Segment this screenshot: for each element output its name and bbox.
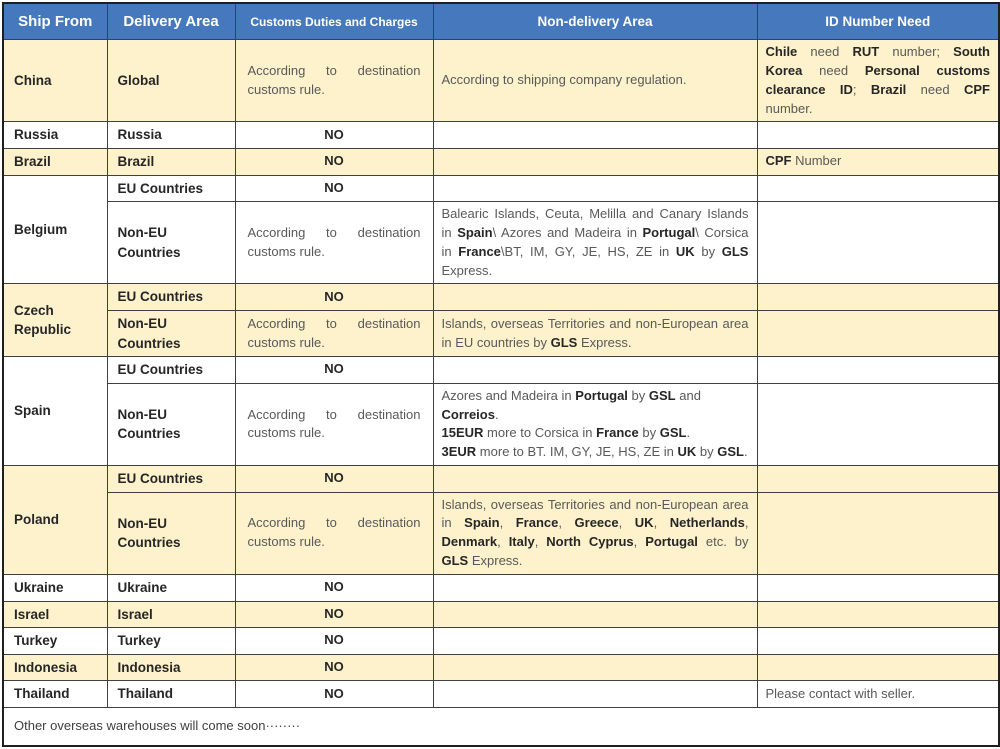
id-number-cell	[757, 575, 999, 602]
table-row	[3, 202, 999, 284]
delivery-area-cell: Brazil	[107, 148, 235, 175]
table-row	[3, 40, 999, 122]
table-footer	[3, 707, 999, 745]
ship-from-cell: Turkey	[3, 628, 107, 655]
customs-cell: According to destination customs rule.	[235, 202, 433, 284]
ship-from-cell: Poland	[3, 466, 107, 575]
customs-cell: According to destination customs rule.	[235, 40, 433, 122]
ship-from-cell: Russia	[3, 122, 107, 149]
delivery-area-cell: Thailand	[107, 681, 235, 708]
table-header	[3, 3, 999, 40]
delivery-area-cell: Non-EU Countries	[107, 311, 235, 357]
table-body	[3, 40, 999, 708]
id-number-cell	[757, 122, 999, 149]
id-number-cell	[757, 601, 999, 628]
column-header-id-number-need: ID Number Need	[757, 3, 999, 40]
customs-cell: According to destination customs rule.	[235, 311, 433, 357]
non-delivery-cell	[433, 628, 757, 655]
ship-from-cell: Ukraine	[3, 575, 107, 602]
table-row	[3, 175, 999, 202]
non-delivery-cell	[433, 284, 757, 311]
delivery-area-cell: EU Countries	[107, 284, 235, 311]
non-delivery-cell: Islands, overseas Territories and non-European area in EU countries by GLS Express.	[433, 311, 757, 357]
delivery-area-cell: EU Countries	[107, 357, 235, 384]
non-delivery-cell: Azores and Madeira in Portugal by GSL and Correios. 15EUR more to Corsica in France by GSL. 3EUR more to BT. IM, GY, JE, HS, ZE in UK by GSL.	[433, 383, 757, 465]
customs-cell: NO	[235, 628, 433, 655]
customs-cell: According to destination customs rule.	[235, 383, 433, 465]
table-row	[3, 148, 999, 175]
column-header-delivery-area: Delivery Area	[107, 3, 235, 40]
delivery-area-cell: EU Countries	[107, 175, 235, 202]
ship-from-cell: Thailand	[3, 681, 107, 708]
non-delivery-cell: According to shipping company regulation.	[433, 40, 757, 122]
id-number-cell: CPF Number	[757, 148, 999, 175]
table-row	[3, 284, 999, 311]
table-row	[3, 575, 999, 602]
table-row	[3, 383, 999, 465]
id-number-cell	[757, 654, 999, 681]
column-header-customs-duties: Customs Duties and Charges	[235, 3, 433, 40]
table-row	[3, 681, 999, 708]
non-delivery-cell: Balearic Islands, Ceuta, Melilla and Canary Islands in Spain\ Azores and Madeira in Portugal\ Corsica in France\BT, IM, GY, JE, HS, ZE in UK by GLS Express.	[433, 202, 757, 284]
id-number-cell: Please contact with seller.	[757, 681, 999, 708]
shipping-table	[2, 2, 1000, 747]
non-delivery-cell: Islands, overseas Territories and non-European area in Spain, France, Greece, UK, Netherlands, Denmark, Italy, North Cyprus, Portugal etc. by GLS Express.	[433, 492, 757, 574]
table-row	[3, 122, 999, 149]
id-number-cell	[757, 284, 999, 311]
customs-cell: NO	[235, 148, 433, 175]
id-number-cell	[757, 628, 999, 655]
non-delivery-cell	[433, 175, 757, 202]
customs-cell: NO	[235, 601, 433, 628]
table-row	[3, 628, 999, 655]
ship-from-cell: Czech Republic	[3, 284, 107, 357]
id-number-cell	[757, 357, 999, 384]
ship-from-cell: China	[3, 40, 107, 122]
customs-cell: NO	[235, 284, 433, 311]
delivery-area-cell: Non-EU Countries	[107, 202, 235, 284]
non-delivery-cell	[433, 575, 757, 602]
id-number-cell	[757, 175, 999, 202]
non-delivery-cell	[433, 122, 757, 149]
table-row	[3, 311, 999, 357]
delivery-area-cell: Global	[107, 40, 235, 122]
non-delivery-cell	[433, 601, 757, 628]
customs-cell: NO	[235, 175, 433, 202]
delivery-area-cell: Indonesia	[107, 654, 235, 681]
customs-cell: NO	[235, 357, 433, 384]
ship-from-cell: Spain	[3, 357, 107, 466]
delivery-area-cell: Turkey	[107, 628, 235, 655]
delivery-area-cell: EU Countries	[107, 466, 235, 493]
delivery-area-cell: Non-EU Countries	[107, 383, 235, 465]
customs-cell: NO	[235, 575, 433, 602]
customs-cell: According to destination customs rule.	[235, 492, 433, 574]
delivery-area-cell: Non-EU Countries	[107, 492, 235, 574]
id-number-cell	[757, 383, 999, 465]
customs-cell: NO	[235, 654, 433, 681]
non-delivery-cell	[433, 654, 757, 681]
table-row	[3, 601, 999, 628]
customs-cell: NO	[235, 122, 433, 149]
ship-from-cell: Indonesia	[3, 654, 107, 681]
customs-cell: NO	[235, 681, 433, 708]
ship-from-cell: Israel	[3, 601, 107, 628]
table-row	[3, 466, 999, 493]
id-number-cell: Chile need RUT number; South Korea need Personal customs clearance ID; Brazil need CPF number.	[757, 40, 999, 122]
non-delivery-cell	[433, 466, 757, 493]
id-number-cell	[757, 202, 999, 284]
id-number-cell	[757, 466, 999, 493]
non-delivery-cell	[433, 681, 757, 708]
table-row	[3, 357, 999, 384]
non-delivery-cell	[433, 357, 757, 384]
ship-from-cell: Belgium	[3, 175, 107, 284]
delivery-area-cell: Israel	[107, 601, 235, 628]
customs-cell: NO	[235, 466, 433, 493]
id-number-cell	[757, 492, 999, 574]
column-header-ship-from: Ship From	[3, 3, 107, 40]
id-number-cell	[757, 311, 999, 357]
column-header-non-delivery-area: Non-delivery Area	[433, 3, 757, 40]
table-row	[3, 654, 999, 681]
ship-from-cell: Brazil	[3, 148, 107, 175]
header-row	[3, 3, 999, 40]
footer-note: Other overseas warehouses will come soon········	[3, 707, 999, 745]
delivery-area-cell: Ukraine	[107, 575, 235, 602]
footer-row	[3, 707, 999, 745]
delivery-area-cell: Russia	[107, 122, 235, 149]
table-row	[3, 492, 999, 574]
non-delivery-cell	[433, 148, 757, 175]
